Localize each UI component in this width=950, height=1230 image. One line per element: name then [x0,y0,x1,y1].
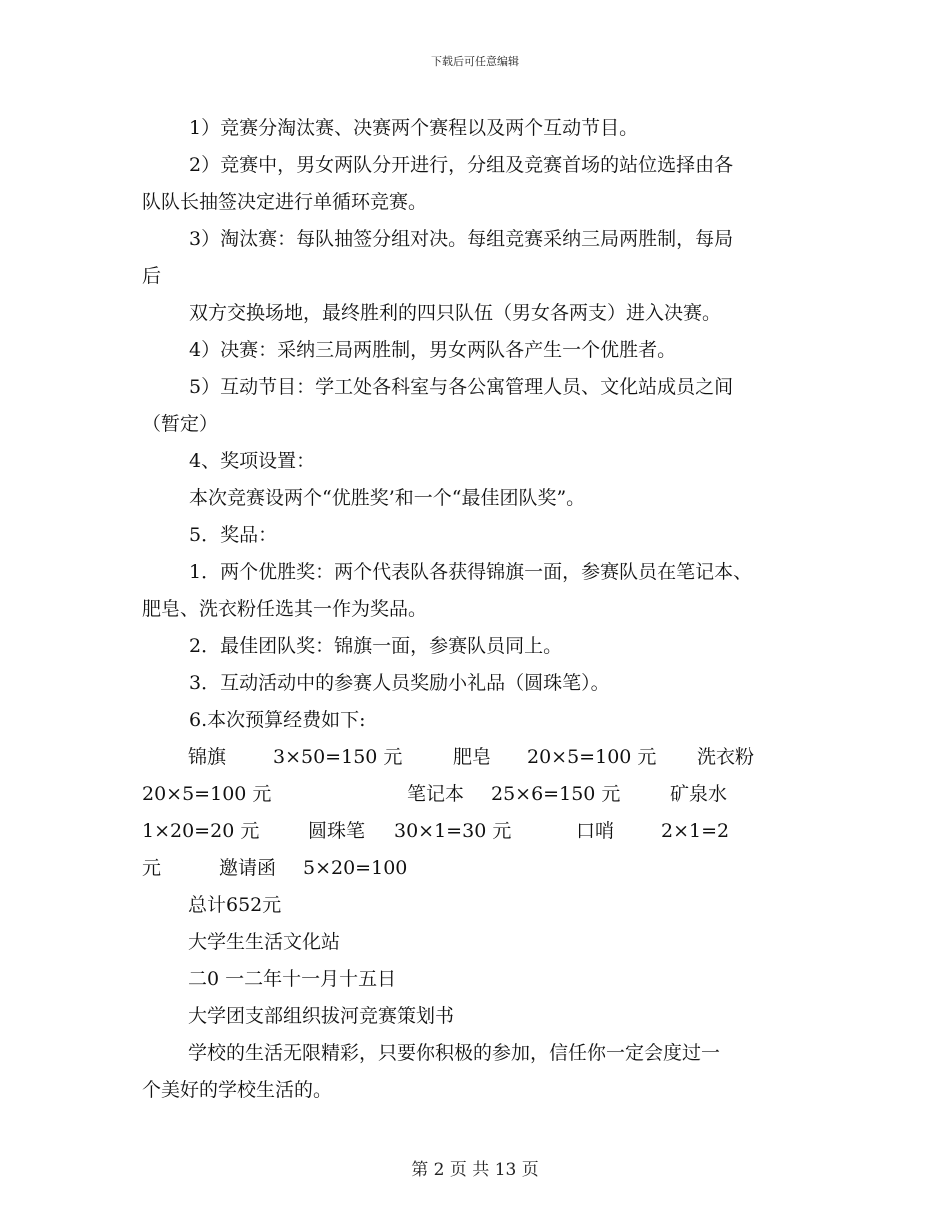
budget-cell: 20×5=100 元 [142,783,272,805]
budget-row-3 [142,813,822,850]
budget-cell: 3×50=150 元 [273,746,403,768]
paragraph-knockout-line3: 双方交换场地，最终胜利的四只队伍（男女各两支）进入决赛。 [189,302,722,324]
budget-total: 总计652元 [188,894,282,916]
prize-item-1-line1: 1．两个优胜奖：两个代表队各获得锦旗一面，参赛队员在笔记本、 [189,561,753,583]
budget-cell: 笔记本 [407,783,465,805]
section-title-prizes: 5．奖品： [189,524,278,546]
document-body [142,110,822,1109]
prize-item-3: 3．互动活动中的参赛人员奖励小礼品（圆珠笔）。 [189,672,610,694]
prize-item-1-line2: 肥皂、洗衣粉任选其一作为奖品。 [142,598,428,620]
section-title-awards: 4、奖项设置： [189,450,316,472]
budget-cell: 30×1=30 元 [394,820,512,842]
signature-date: 二0 一二年十一月十五日 [188,968,397,990]
next-document-title: 大学团支部组织拔河竞赛策划书 [188,1005,455,1027]
budget-cell: 25×6=150 元 [491,783,621,805]
budget-cell: 肥皂 [453,746,492,768]
next-document-intro-line2: 个美好的学校生活的。 [142,1079,333,1101]
budget-cell: 圆珠笔 [308,820,366,842]
budget-cell: 1×20=20 元 [142,820,260,842]
budget-cell: 口哨 [576,820,615,842]
signature-organization: 大学生生活文化站 [188,931,341,953]
paragraph-competition-stages: 1）竞赛分淘汰赛、决赛两个赛程以及两个互动节目。 [189,117,639,139]
budget-row-2 [142,776,822,813]
budget-row-4 [142,850,822,887]
paragraph-knockout-line2: 后 [142,265,162,287]
budget-cell: 20×5=100 元 [527,746,657,768]
paragraph-competition-rules-line1: 2）竞赛中，男女两队分开进行，分组及竞赛首场的站位选择由各 [189,154,734,176]
prize-item-2: 2．最佳团队奖：锦旗一面，参赛队员同上。 [189,635,563,657]
budget-cell: 洗衣粉 [697,746,755,768]
budget-cell: 元 [142,857,162,879]
budget-cell: 2×1=2 [661,820,730,842]
paragraph-interactive-line1: 5）互动节目：学工处各科室与各公寓管理人员、文化站成员之间 [189,376,734,398]
paragraph-awards: 本次竞赛设两个“优胜奖’和一个“最佳团队奖”。 [189,487,586,509]
budget-cell: 矿泉水 [670,783,728,805]
section-title-budget: 6.本次预算经费如下: [189,709,366,731]
budget-cell: 5×20=100 [303,857,408,879]
page-number: 第 2 页 共 13 页 [411,1160,539,1180]
budget-cell: 邀请函 [219,857,277,879]
next-document-intro-line1: 学校的生活无限精彩，只要你积极的参加，信任你一定会度过一 [188,1042,721,1064]
paragraph-competition-rules-line2: 队队长抽签决定进行单循环竞赛。 [142,191,428,213]
page-header: 下载后可任意编辑 [431,55,519,68]
budget-row-1 [142,739,822,776]
paragraph-knockout-line1: 3）淘汰赛：每队抽签分组对决。每组竞赛采纳三局两胜制，每局 [189,228,734,250]
paragraph-final: 4）决赛：采纳三局两胜制，男女两队各产生一个优胜者。 [189,339,677,361]
paragraph-interactive-line2: （暂定） [142,413,219,435]
budget-cell: 锦旗 [188,746,227,768]
